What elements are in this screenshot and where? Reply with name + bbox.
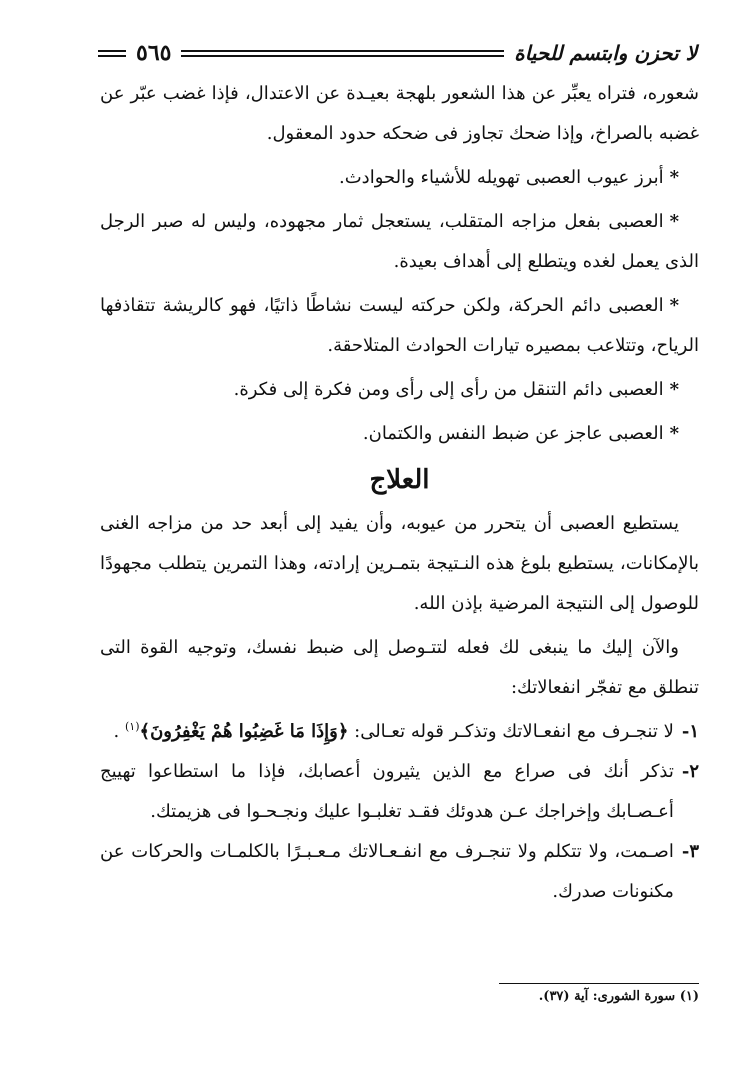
bullet-item [100,202,699,282]
footnote: (١) سورة الشورى: آية (٣٧). [538,989,699,1004]
bullet-text: العصبى بفعل مزاجه المتقلب، يستعجل ثمار مجهوده، وليس له صبر الرجل الذى يعمل لغده ويتطلع إلى أهداف بعيدة. [100,211,699,272]
page-number: ٥٦٥ [136,40,172,66]
bullet-text: العصبى دائم الحركة، ولكن حركته ليست نشاطًا ذاتيًا، فهو كالريشة تتقاذفها الرياح، وتتلاعب بمصيره تيارات الحوادث المتلاحقة. [100,295,699,356]
bullet-star-icon: * [669,167,679,188]
item-number: ٢- [681,761,699,782]
header-rule [181,50,504,57]
numbered-item [100,752,699,832]
page-header [98,38,697,68]
paragraph-instructions: والآن إليك ما ينبغى لك فعله لتتـوصل إلى ضبط نفسك، وتوجيه القوة التى تنطلق مع تفجّر انفعالاتك: [100,637,699,698]
item-number: ٣- [681,841,699,862]
bullet-item [100,158,699,198]
footnote-ref: (١) [125,720,140,733]
item-number: ١- [681,721,699,742]
bullet-star-icon: * [669,379,679,400]
bullet-star-icon: * [669,423,679,444]
book-title: لا تحزن وابتسم للحياة [514,41,697,65]
bullet-text: أبرز عيوب العصبى تهويله للأشياء والحوادث. [339,167,664,188]
item-text [100,712,674,752]
page-body [100,74,699,912]
header-rule-end [98,50,126,57]
bullet-text: العصبى عاجز عن ضبط النفس والكتمان. [362,423,664,444]
footnote-rule [499,983,699,984]
bullet-star-icon: * [669,295,679,316]
item-text: اصـمت، ولا تتكلم ولا تنجـرف مع انفـعـالاتك مـعـبـرًا بالكلمـات والحركات عن مكنونات صدرك. [100,841,674,902]
quran-verse: ﴿وَإِذَا مَا غَضِبُوا هُمْ يَغْفِرُونَ﴾ [139,721,349,742]
section-title: العلاج [369,465,430,495]
paragraph-treatment: يستطيع العصبى أن يتحرر من عيوبه، وأن يفيد إلى أبعد حد من مزاجه الغنى بالإمكانات، يستطيع بلوغ هذه النـتيجة بتمـرين إرادته، وهذا التمرين يتطلب مجهودًا للوصول إلى النتيجة المرضية بإذن الله. [100,513,699,614]
bullet-text: العصبى دائم التنقل من رأى إلى رأى ومن فكرة إلى فكرة. [233,379,664,400]
item-text-part: لا تنجـرف مع انفعـالاتك وتذكـر قوله تعـالى: [354,721,674,742]
numbered-item [100,712,699,752]
item-end: . [113,721,120,742]
bullet-item [100,286,699,366]
bullet-item [100,414,699,454]
numbered-item [100,832,699,912]
bullet-item [100,370,699,410]
paragraph-intro: شعوره، فتراه يعبِّر عن هذا الشعور بلهجة بعيـدة عن الاعتدال، فإذا غضب عبّر عن غضبه بالصراخ، وإذا ضحك تجاوز فى ضحكه حدود المعقول. [100,83,699,144]
item-text: تذكر أنك فى صراع مع الذين يثيرون أعصابك، فإذا ما استطاعوا تهييج أعـصـابك وإخراجك عـن هدوئك فقـد تغلبـوا عليك ونجـحـوا فى هزيمتك. [100,761,674,822]
bullet-star-icon: * [669,211,679,232]
